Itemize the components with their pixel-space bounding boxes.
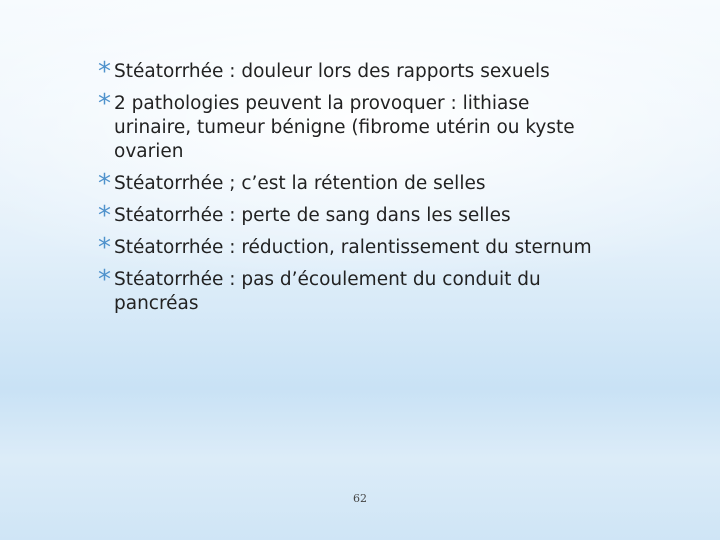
asterisk-bullet-icon: * (98, 201, 111, 231)
bullet-list (98, 57, 600, 324)
bullet-item (98, 57, 600, 87)
bullet-item (98, 265, 600, 316)
bullet-item (98, 89, 600, 164)
asterisk-bullet-icon: * (98, 233, 111, 263)
bullet-text: Stéatorrhée : douleur lors des rapports sexuels (114, 61, 550, 82)
asterisk-bullet-icon: * (98, 89, 111, 119)
asterisk-bullet-icon: * (98, 169, 111, 199)
bullet-text: Stéatorrhée : réduction, ralentissement du sternum (114, 237, 592, 258)
bullet-text: 2 pathologies peuvent la provoquer : lithiase urinaire, tumeur bénigne (fibrome utérin ou kyste ovarien (114, 93, 575, 162)
asterisk-bullet-icon: * (98, 57, 111, 87)
bullet-text: Stéatorrhée ; c’est la rétention de selles (114, 173, 486, 194)
bullet-text: Stéatorrhée : pas d’écoulement du conduit du pancréas (114, 269, 541, 314)
asterisk-bullet-icon: * (98, 265, 111, 295)
bullet-item (98, 233, 600, 263)
bullet-item (98, 169, 600, 199)
bullet-item (98, 201, 600, 231)
page-number: 62 (353, 492, 367, 505)
bullet-text: Stéatorrhée : perte de sang dans les selles (114, 205, 511, 226)
